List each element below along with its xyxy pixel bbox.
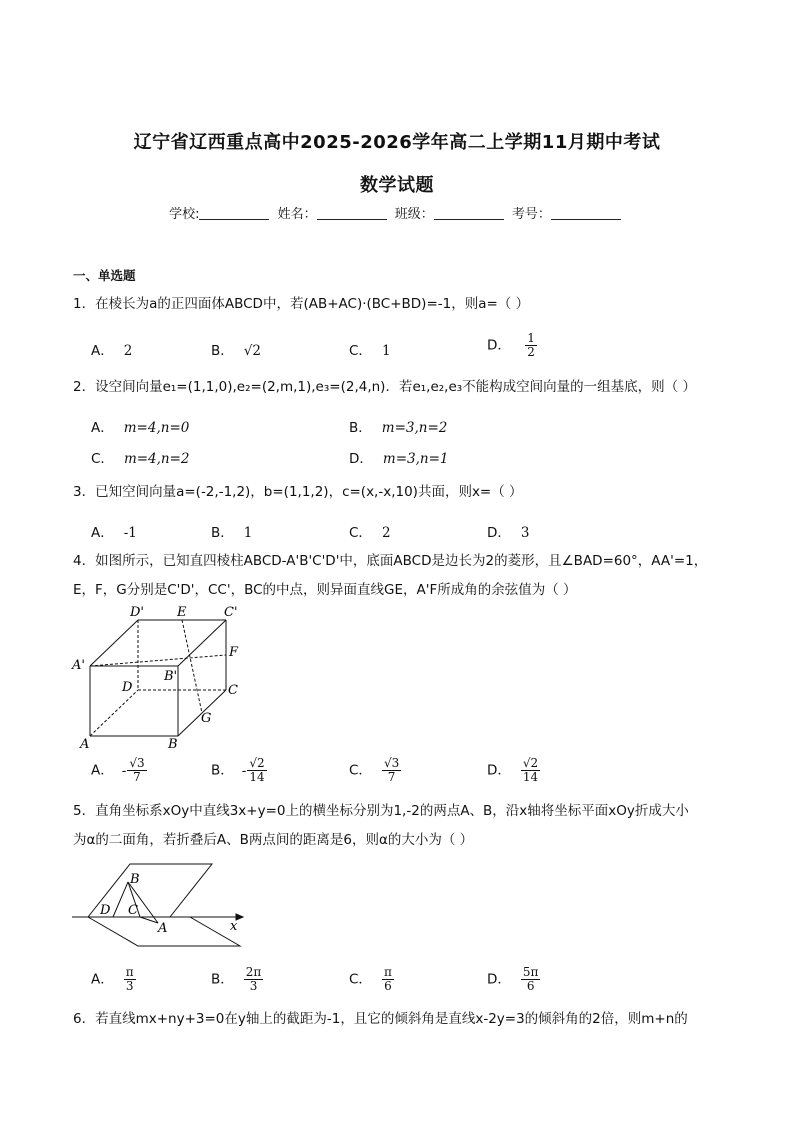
- option-value: 1: [381, 343, 391, 359]
- question-4-stem-line2: E，F，G分别是C'D'，CC'，BC的中点，则异面直线GE，A'F所成角的余弦值为（ ）: [73, 582, 577, 598]
- question-2-option-a[interactable]: [91, 416, 189, 436]
- label-e: E: [177, 605, 187, 620]
- hidden-segment-ge: [182, 620, 202, 713]
- question-5-option-b[interactable]: [211, 966, 263, 993]
- option-fraction: [124, 966, 136, 993]
- question-5-option-c[interactable]: [349, 966, 394, 993]
- option-value: m=3,n=1: [382, 451, 449, 467]
- question-2-option-d[interactable]: [349, 447, 449, 467]
- fraction-denominator: 14: [522, 770, 539, 784]
- option-letter: C．: [349, 343, 372, 359]
- option-letter: B．: [211, 343, 234, 359]
- question-5-option-d[interactable]: [487, 966, 540, 993]
- option-letter: A．: [91, 420, 114, 436]
- label-g: G: [201, 711, 212, 726]
- option-value: m=3,n=2: [381, 420, 448, 436]
- label-c: C: [128, 903, 138, 918]
- fraction-numerator: π: [125, 965, 134, 979]
- label-a: A: [80, 737, 90, 752]
- option-value: m=4,n=0: [123, 420, 190, 436]
- option-letter: C．: [349, 971, 372, 988]
- question-4-stem-line1: 4．如图所示，已知直四棱柱ABCD-A'B'C'D'中，底面ABCD是边长为2的菱形，且∠BAD=60°，AA'=1，: [73, 553, 708, 569]
- exam-number-label: 考号：: [511, 207, 551, 222]
- hidden-edge: [90, 690, 138, 736]
- option-value: m=4,n=2: [123, 451, 190, 467]
- option-letter: A．: [91, 525, 114, 541]
- question-5-option-a[interactable]: [91, 966, 136, 993]
- question-2-option-c[interactable]: [91, 447, 190, 467]
- fraction-numerator: √3: [129, 756, 145, 770]
- page-title: 辽宁省辽西重点高中2025-2026学年高二上学期11月期中考试: [133, 132, 661, 153]
- option-letter: D．: [487, 525, 511, 541]
- edge: [178, 620, 226, 666]
- prism-figure: [70, 600, 250, 752]
- school-label: 学校:: [169, 207, 200, 222]
- label-b-prime: B': [164, 669, 178, 684]
- class-blank[interactable]: [434, 207, 504, 220]
- option-value: 1: [243, 525, 253, 541]
- fraction-numerator: 2π: [245, 965, 262, 979]
- fraction-denominator: 3: [125, 979, 134, 993]
- fraction-denominator: 3: [249, 979, 258, 993]
- page-subtitle: 数学试题: [360, 175, 434, 196]
- question-5-stem-line1: 5．直角坐标系xOy中直线3x+y=0上的横坐标分别为1,-2的两点A、B，沿x轴将坐标平面xOy折成大小: [73, 803, 689, 819]
- label-b: B: [168, 737, 178, 752]
- option-fraction: [244, 966, 264, 993]
- label-c: C: [228, 683, 238, 698]
- question-1-option-b[interactable]: [211, 339, 261, 359]
- question-3-option-a[interactable]: [91, 521, 137, 541]
- label-d: D: [100, 903, 111, 918]
- option-fraction: [382, 757, 401, 784]
- label-b: B: [130, 872, 140, 887]
- question-3-option-b[interactable]: [211, 521, 252, 541]
- fraction-denominator: 7: [387, 770, 396, 784]
- option-letter: D．: [487, 762, 511, 779]
- question-2-stem: 2．设空间向量e₁=(1,1,0),e₂=(2,m,1),e₃=(2,4,n)．若e₁,e₂,e₃不能构成空间向量的一组基底，则（ ）: [73, 379, 696, 395]
- option-letter: A．: [91, 762, 114, 779]
- question-1-option-c[interactable]: [349, 339, 391, 359]
- label-x: x: [230, 919, 238, 934]
- fraction-numerator: √2: [249, 756, 265, 770]
- option-fraction: [247, 757, 266, 784]
- option-fraction: [525, 332, 537, 359]
- edge: [90, 620, 138, 666]
- option-fraction: [521, 966, 541, 993]
- option-fraction: [521, 757, 540, 784]
- question-6-stem: 6．若直线mx+ny+3=0在y轴上的截距为-1，且它的倾斜角是直线x-2y=3的倾斜角的2倍，则m+n的: [73, 1011, 688, 1027]
- option-sign: -: [121, 762, 127, 779]
- option-sign: -: [241, 762, 247, 779]
- question-5-stem-line2: 为α的二面角，若折叠后A、B两点间的距离是6，则α的大小为（ ）: [73, 832, 474, 848]
- fraction-denominator: 2: [527, 345, 535, 359]
- fraction-numerator: 5π: [522, 965, 539, 979]
- fold-figure: [70, 860, 250, 955]
- question-4-option-a[interactable]: [91, 757, 147, 784]
- fraction-denominator: 7: [133, 770, 141, 784]
- label-f: F: [229, 645, 239, 660]
- fraction-denominator: 6: [384, 979, 392, 993]
- question-3-option-d[interactable]: [487, 521, 530, 541]
- option-letter: A．: [91, 343, 114, 359]
- fraction-numerator: √2: [522, 756, 539, 770]
- question-1-stem: 1．在棱长为a的正四面体ABCD中，若(AB+AC)·(BC+BD)=-1，则a=（ ）: [73, 296, 530, 312]
- section-heading: 一、单选题: [73, 268, 136, 283]
- option-letter: B．: [349, 420, 372, 436]
- option-fraction: [127, 757, 146, 784]
- name-blank[interactable]: [317, 207, 387, 220]
- question-3-stem: 3．已知空间向量a=(-2,-1,2)，b=(1,1,2)，c=(x,-x,10)共面，则x=（ ）: [73, 484, 523, 500]
- question-2-option-b[interactable]: [349, 416, 447, 436]
- question-3-option-c[interactable]: [349, 521, 391, 541]
- label-c-prime: C': [224, 605, 238, 620]
- option-letter: C．: [349, 762, 372, 779]
- option-letter: C．: [91, 451, 114, 467]
- segment-bd: [113, 882, 128, 917]
- option-letter: C．: [349, 525, 372, 541]
- fraction-denominator: 14: [249, 770, 265, 784]
- option-value: -1: [123, 525, 137, 541]
- option-value: 3: [520, 525, 530, 541]
- class-label: 班级：: [394, 207, 434, 222]
- hidden-segment-af: [90, 655, 226, 666]
- name-label: 姓名：: [277, 207, 317, 222]
- school-blank[interactable]: [199, 207, 269, 220]
- fraction-numerator: √3: [383, 756, 400, 770]
- option-fraction: [382, 966, 394, 993]
- option-value: 2: [123, 343, 133, 359]
- question-4-option-c[interactable]: [349, 757, 401, 784]
- question-1-option-a[interactable]: [91, 339, 132, 359]
- student-info-row: [0, 203, 794, 222]
- exam-number-blank[interactable]: [551, 207, 621, 220]
- option-letter: D．: [349, 451, 373, 467]
- question-1-option-d[interactable]: [487, 332, 537, 359]
- fraction-numerator: 1: [527, 331, 535, 345]
- option-letter: A．: [91, 971, 114, 988]
- option-value: √2: [243, 343, 261, 359]
- option-letter: B．: [211, 762, 234, 779]
- option-value: 2: [381, 525, 391, 541]
- fraction-denominator: 6: [526, 979, 535, 993]
- question-4-option-d[interactable]: [487, 757, 540, 784]
- label-d-prime: D': [130, 605, 144, 620]
- label-d: D: [122, 680, 133, 695]
- question-4-option-b[interactable]: [211, 757, 267, 784]
- option-letter: D．: [487, 971, 511, 988]
- label-a-prime: A': [72, 658, 85, 673]
- label-a: A: [158, 921, 168, 936]
- option-letter: B．: [211, 525, 234, 541]
- fraction-numerator: π: [383, 965, 392, 979]
- option-letter: B．: [211, 971, 234, 988]
- option-letter: D．: [487, 337, 511, 354]
